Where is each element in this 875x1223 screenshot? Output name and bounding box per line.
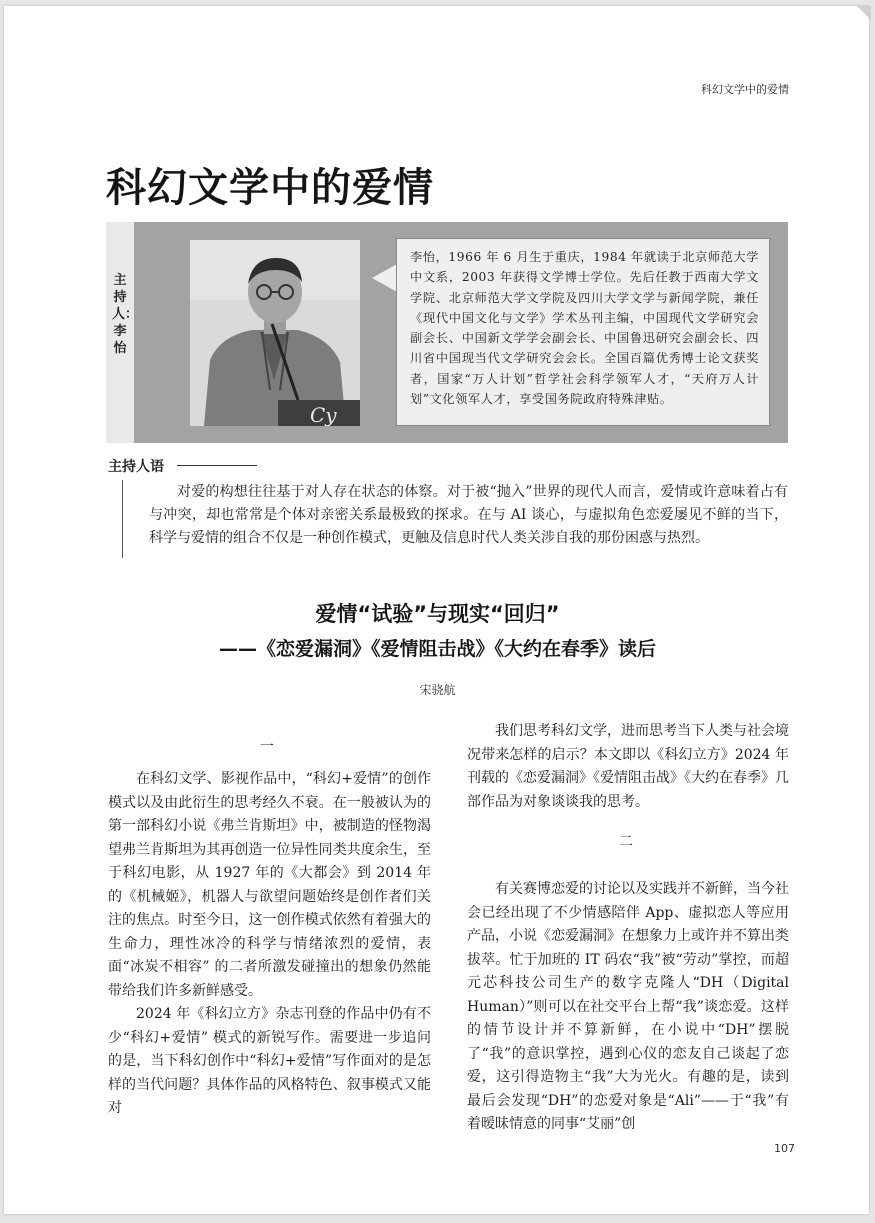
article-right-column [467,720,789,1137]
bio-pointer [372,264,397,292]
paragraph: 有关赛博恋爱的讨论以及实践并不新鲜，当今社会已经出现了不少情感陪伴 App、虚拟恋人等应用产品，小说《恋爱漏洞》在想象力上或许并不算出类拔萃。忙于加班的 IT 码农“我”被“劳动”掌控，而超元芯科技公司生产的数字克隆人“DH（Digital Human）”则可以在社交平台上帮“我”谈恋爱。这样的情节设计并不算新鲜，在小说中“DH”摆脱了“我”的意识掌控，遇到心仪的恋友自己谈起了恋爱，这引得造物主“我”大为光火。有趣的是，读到最后会发现“DH”的恋爱对象是“Ali”——于“我”有着暧昧情意的同事“艾丽”创 [467,881,789,1132]
host-words-bar [122,480,123,558]
host-photo-illustration [190,240,360,426]
article-left-column [108,768,431,1121]
host-label: 主持人：李怡 [112,273,139,356]
page-number: 107 [774,1142,795,1155]
running-header: 科幻文学中的爱情 [701,83,789,96]
host-bio-box [396,238,770,426]
paragraph: 2024 年《科幻立方》杂志刊登的作品中仍有不少“科幻+爱情” 模式的新锐写作。需要进一步追问的是，当下科幻创作中“科幻+爱情”写作面对的是怎样的当代问题？具体作品的风格特色、叙事模式又能对 [108,1006,431,1116]
podium-logo: Cy [310,403,337,426]
article-author: 宋骁航 [419,683,456,697]
paragraph: 在科幻文学、影视作品中，“科幻+爱情”的创作模式以及由此衍生的思考经久不衰。在一般被认为的第一部科幻小说《弗兰肯斯坦》中，被制造的怪物渴望弗兰肯斯坦为其再创造一位异性同类共度余生，至于科幻电影，从 1927 年的《大都会》到 2014 年的《机械姬》，机器人与欲望问题始终是创作者们关注的焦点。时至今日，这一创作模式依然有着强大的生命力，理性冰冷的科学与情绪浓烈的爱情，表面“冰炭不相容” 的二者所激发碰撞出的想象仍然能带给我们许多新鲜感受。 [108,771,431,999]
article-title: 爱情“试验”与现实“回归” [315,602,560,626]
article-subtitle: ——《恋爱漏洞》《爱情阻击战》《大约在春季》读后 [218,638,656,660]
host-side-strip [106,222,139,443]
host-words-rule [177,465,257,466]
host-bio-text: 李怡，1966 年 6 月生于重庆，1984 年就读于北京师范大学中文系，2003 年获得文学博士学位。先后任教于西南大学文学院、北京师范大学文学院及四川大学文学与新闻学院，兼任《现代中国文化与文学》学术丛刊主编，中国现代文学研究会副会长、中国新文学学会副会长、中国鲁迅研究会副会长、四川省中国现当代文学研究会会长。全国百篇优秀博士论文获奖者，国家“万人计划”哲学社会科学领军人才，“天府万人计划”文化领军人才，享受国务院政府特殊津贴。 [410,250,759,407]
host-words-text: 对爱的构想往往基于对人存在状态的体察。对于被“抛入”世界的现代人而言，爱情或许意味着占有与冲突，却也常常是个体对亲密关系最极致的探求。在与 AI 谈心，与虚拟角色恋爱屡见不鲜的当下，科学与爱情的组合不仅是一种创作模式，更触及信息时代人类关涉自我的那份困惑与热烈。 [149,484,788,546]
host-words-label: 主持人语 [108,459,164,475]
section-number-1: 一 [260,739,274,755]
section-number-2: 二 [619,834,633,850]
host-photo [190,240,360,426]
column-title: 科幻文学中的爱情 [106,165,434,211]
host-panel [106,222,788,443]
page-corner [857,6,871,20]
paragraph: 我们思考科幻文学，进而思考当下人类与社会境况带来怎样的启示？本文即以《科幻立方》2024 年刊载的《恋爱漏洞》《爱情阻击战》《大约在春季》几部作品为对象谈谈我的思考。 [467,723,789,810]
